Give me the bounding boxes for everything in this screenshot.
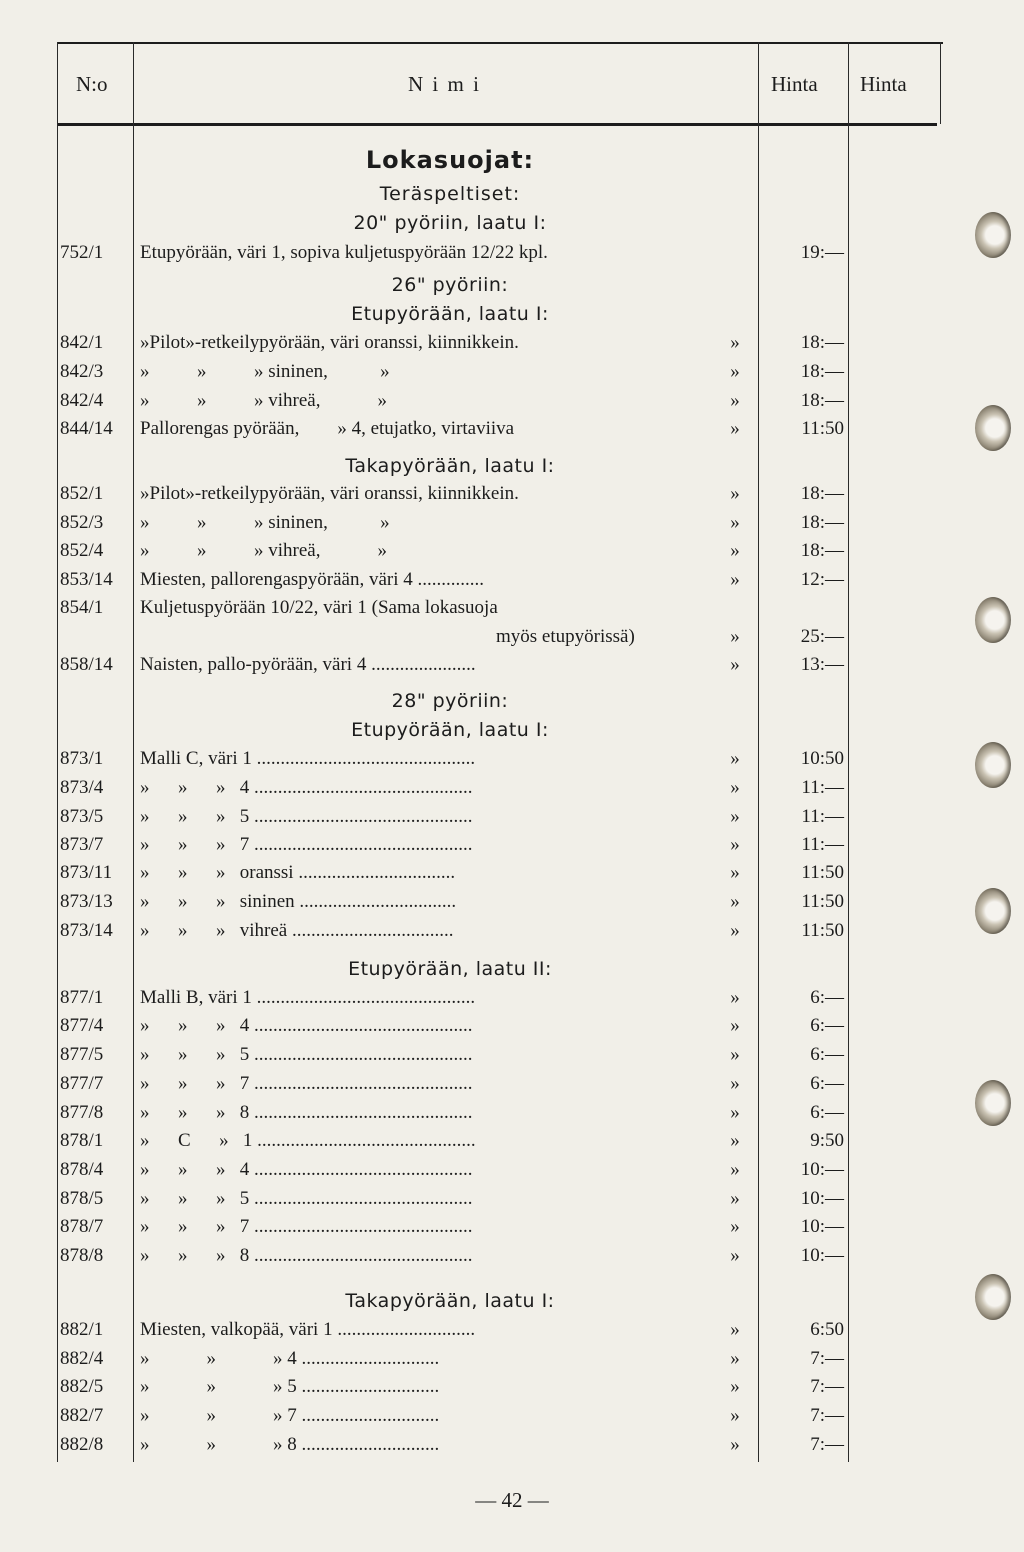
item-number: 873/1 [60, 748, 104, 769]
item-price: 18:— [800, 512, 844, 533]
item-price: 13:— [800, 654, 844, 675]
ditto-mark: » [730, 891, 740, 912]
item-name: Etupyörään, väri 1, sopiva kuljetuspyörään 12/22 kpl. [140, 242, 548, 263]
item-name: » » » 4 .............................................. [140, 1159, 473, 1180]
table-row [0, 332, 1024, 360]
item-price: 19:— [800, 242, 844, 263]
table-row [0, 1245, 1024, 1273]
table-row [0, 806, 1024, 834]
item-price: 11:— [801, 777, 844, 798]
ditto-mark: » [730, 654, 740, 675]
ditto-mark: » [730, 332, 740, 353]
item-name: » » » sininen, » [140, 512, 390, 533]
table-row [0, 1348, 1024, 1376]
ditto-mark: » [730, 1130, 740, 1151]
item-number: 882/4 [60, 1348, 104, 1369]
item-name: » C » 1 .............................................. [140, 1130, 476, 1151]
item-number: 878/1 [60, 1130, 104, 1151]
table-row [0, 1130, 1024, 1158]
item-name: Miesten, valkopää, väri 1 ............................. [140, 1319, 476, 1340]
table-row [0, 1319, 1024, 1347]
item-number: 882/1 [60, 1319, 104, 1340]
table-row [0, 834, 1024, 862]
table-row [0, 361, 1024, 389]
header-rule [57, 123, 937, 126]
item-number: 852/1 [60, 483, 104, 504]
item-price: 10:— [800, 1216, 844, 1237]
item-name: » » » 8 .............................................. [140, 1245, 473, 1266]
table-row [0, 626, 1024, 654]
binder-hole [975, 405, 1011, 451]
table-row [0, 242, 1024, 270]
ditto-mark: » [730, 777, 740, 798]
binder-hole [975, 888, 1011, 934]
item-name: » » » 8 ............................. [140, 1434, 440, 1455]
item-price: 11:50 [801, 891, 844, 912]
item-name: » » » vihreä, » [140, 540, 387, 561]
group-heading: 28" pyöriin: [391, 690, 509, 712]
item-price: 6:— [810, 1102, 844, 1123]
header-name: N i m i [408, 72, 481, 96]
item-price: 18:— [800, 483, 844, 504]
item-name: » » » 7 .............................................. [140, 834, 473, 855]
item-name: » » » vihreä, » [140, 390, 387, 411]
item-number: 878/7 [60, 1216, 104, 1237]
item-number: 844/14 [60, 418, 113, 439]
ditto-mark: » [730, 569, 740, 590]
item-price: 7:— [810, 1348, 844, 1369]
col-divider-5 [940, 42, 941, 124]
item-name: » » » vihreä .................................. [140, 920, 454, 941]
item-name: myös etupyörissä) [496, 626, 635, 647]
ditto-mark: » [730, 920, 740, 941]
ditto-mark: » [730, 1188, 740, 1209]
table-row [0, 512, 1024, 540]
item-price: 6:50 [810, 1319, 844, 1340]
item-price: 6:— [810, 1015, 844, 1036]
item-number: 873/4 [60, 777, 104, 798]
item-number: 877/8 [60, 1102, 104, 1123]
item-name: » » » 5 .............................................. [140, 1188, 473, 1209]
item-number: 752/1 [60, 242, 104, 263]
item-name: Pallorengas pyörään, » 4, etujatko, virtaviiva [140, 418, 515, 439]
item-name: » » » 4 .............................................. [140, 777, 473, 798]
table-row [0, 1216, 1024, 1244]
ditto-mark: » [730, 1159, 740, 1180]
ditto-mark: » [730, 1376, 740, 1397]
item-price: 10:— [800, 1159, 844, 1180]
item-name: » » » 7 .............................................. [140, 1073, 473, 1094]
ditto-mark: » [730, 626, 740, 647]
item-name: Malli B, väri 1 .............................................. [140, 987, 476, 1008]
table-row [0, 1073, 1024, 1101]
top-rule [57, 42, 943, 44]
item-name: » » » 7 .............................................. [140, 1216, 473, 1237]
item-name: Malli C, väri 1 .............................................. [140, 748, 476, 769]
table-row [0, 390, 1024, 418]
group-heading: Etupyörään, laatu I: [351, 303, 549, 325]
group-heading: 26" pyöriin: [391, 274, 509, 296]
item-price: 7:— [810, 1405, 844, 1426]
table-row [0, 1102, 1024, 1130]
table-row [0, 654, 1024, 682]
table-row [0, 1188, 1024, 1216]
ditto-mark: » [730, 1102, 740, 1123]
ditto-mark: » [730, 361, 740, 382]
ditto-mark: » [730, 418, 740, 439]
section-subtitle: Teräspeltiset: [379, 183, 521, 205]
item-price: 7:— [810, 1434, 844, 1455]
item-number: 842/4 [60, 390, 104, 411]
header-price-1: Hinta [771, 72, 818, 96]
item-number: 873/13 [60, 891, 113, 912]
item-name: » » » oranssi ................................. [140, 862, 456, 883]
ditto-mark: » [730, 1434, 740, 1455]
ditto-mark: » [730, 1216, 740, 1237]
item-name: » » » 4 ............................. [140, 1348, 440, 1369]
binder-hole [975, 742, 1011, 788]
ditto-mark: » [730, 512, 740, 533]
item-number: 873/14 [60, 920, 113, 941]
ditto-mark: » [730, 1245, 740, 1266]
table-row [0, 891, 1024, 919]
table-row [0, 920, 1024, 948]
item-price: 11:— [801, 834, 844, 855]
item-number: 877/7 [60, 1073, 104, 1094]
item-price: 18:— [800, 540, 844, 561]
table-row [0, 1159, 1024, 1187]
binder-hole [975, 1274, 1011, 1320]
item-name: » » » 7 ............................. [140, 1405, 440, 1426]
item-name: Miesten, pallorengaspyörään, väri 4 .............. [140, 569, 485, 590]
item-price: 10:— [800, 1245, 844, 1266]
item-price: 11:— [801, 806, 844, 827]
table-row [0, 418, 1024, 446]
table-row [0, 987, 1024, 1015]
item-number: 877/4 [60, 1015, 104, 1036]
group-heading: Takapyörään, laatu I: [345, 1290, 555, 1312]
item-number: 877/5 [60, 1044, 104, 1065]
binder-hole [975, 597, 1011, 643]
binder-hole [975, 212, 1011, 258]
item-price: 10:— [800, 1188, 844, 1209]
ditto-mark: » [730, 483, 740, 504]
item-number: 882/7 [60, 1405, 104, 1426]
item-name: » » » 5 .............................................. [140, 1044, 473, 1065]
item-price: 7:— [810, 1376, 844, 1397]
item-number: 853/14 [60, 569, 113, 590]
item-name: Naisten, pallo-pyörään, väri 4 ...................... [140, 654, 476, 675]
item-number: 852/3 [60, 512, 104, 533]
item-name: » » » sininen, » [140, 361, 390, 382]
item-price: 18:— [800, 332, 844, 353]
table-row [0, 862, 1024, 890]
item-price: 6:— [810, 987, 844, 1008]
group-heading: Etupyörään, laatu II: [348, 958, 552, 980]
table-row [0, 1405, 1024, 1433]
ditto-mark: » [730, 1405, 740, 1426]
header-price-2: Hinta [860, 72, 907, 96]
ditto-mark: » [730, 1044, 740, 1065]
item-price: 6:— [810, 1044, 844, 1065]
item-price: 11:50 [801, 920, 844, 941]
item-name: » » » 4 .............................................. [140, 1015, 473, 1036]
item-price: 25:— [800, 626, 844, 647]
ditto-mark: » [730, 748, 740, 769]
item-number: 878/8 [60, 1245, 104, 1266]
table-row [0, 748, 1024, 776]
item-price: 18:— [800, 390, 844, 411]
table-row [0, 597, 1024, 625]
ditto-mark: » [730, 987, 740, 1008]
item-number: 852/4 [60, 540, 104, 561]
ditto-mark: » [730, 806, 740, 827]
item-number: 878/4 [60, 1159, 104, 1180]
ditto-mark: » [730, 390, 740, 411]
item-number: 877/1 [60, 987, 104, 1008]
header-no: N:o [76, 72, 108, 96]
group-heading: Etupyörään, laatu I: [351, 719, 549, 741]
item-number: 854/1 [60, 597, 104, 618]
section-title: Lokasuojat: [365, 146, 535, 174]
table-row [0, 1015, 1024, 1043]
ditto-mark: » [730, 1015, 740, 1036]
table-row [0, 1044, 1024, 1072]
ditto-mark: » [730, 540, 740, 561]
item-name: » » » 5 .............................................. [140, 806, 473, 827]
item-number: 842/1 [60, 332, 104, 353]
item-name: »Pilot»-retkeilypyörään, väri oranssi, kiinnikkein. [140, 483, 519, 504]
item-name: »Pilot»-retkeilypyörään, väri oranssi, kiinnikkein. [140, 332, 519, 353]
ditto-mark: » [730, 834, 740, 855]
item-number: 882/8 [60, 1434, 104, 1455]
item-number: 878/5 [60, 1188, 104, 1209]
item-number: 882/5 [60, 1376, 104, 1397]
item-number: 858/14 [60, 654, 113, 675]
item-price: 9:50 [810, 1130, 844, 1151]
item-name: » » » 8 .............................................. [140, 1102, 473, 1123]
ditto-mark: » [730, 1348, 740, 1369]
table-row [0, 569, 1024, 597]
item-price: 11:50 [801, 862, 844, 883]
item-number: 873/7 [60, 834, 104, 855]
binder-hole [975, 1080, 1011, 1126]
ditto-mark: » [730, 1319, 740, 1340]
group-heading: Takapyörään, laatu I: [345, 455, 555, 477]
table-row [0, 483, 1024, 511]
item-price: 6:— [810, 1073, 844, 1094]
group-heading: 20" pyöriin, laatu I: [353, 212, 547, 234]
item-number: 842/3 [60, 361, 104, 382]
item-name: » » » 5 ............................. [140, 1376, 440, 1397]
table-row [0, 1434, 1024, 1462]
item-name: » » » sininen ................................. [140, 891, 457, 912]
ditto-mark: » [730, 862, 740, 883]
item-price: 11:50 [801, 418, 844, 439]
page-number: — 42 — [475, 1488, 549, 1512]
table-row [0, 1376, 1024, 1404]
item-price: 18:— [800, 361, 844, 382]
item-number: 873/11 [60, 862, 113, 883]
ditto-mark: » [730, 1073, 740, 1094]
item-number: 873/5 [60, 806, 104, 827]
table-row [0, 777, 1024, 805]
item-price: 12:— [800, 569, 844, 590]
item-name: Kuljetuspyörään 10/22, väri 1 (Sama lokasuoja [140, 597, 498, 618]
item-price: 10:50 [800, 748, 844, 769]
table-row [0, 540, 1024, 568]
